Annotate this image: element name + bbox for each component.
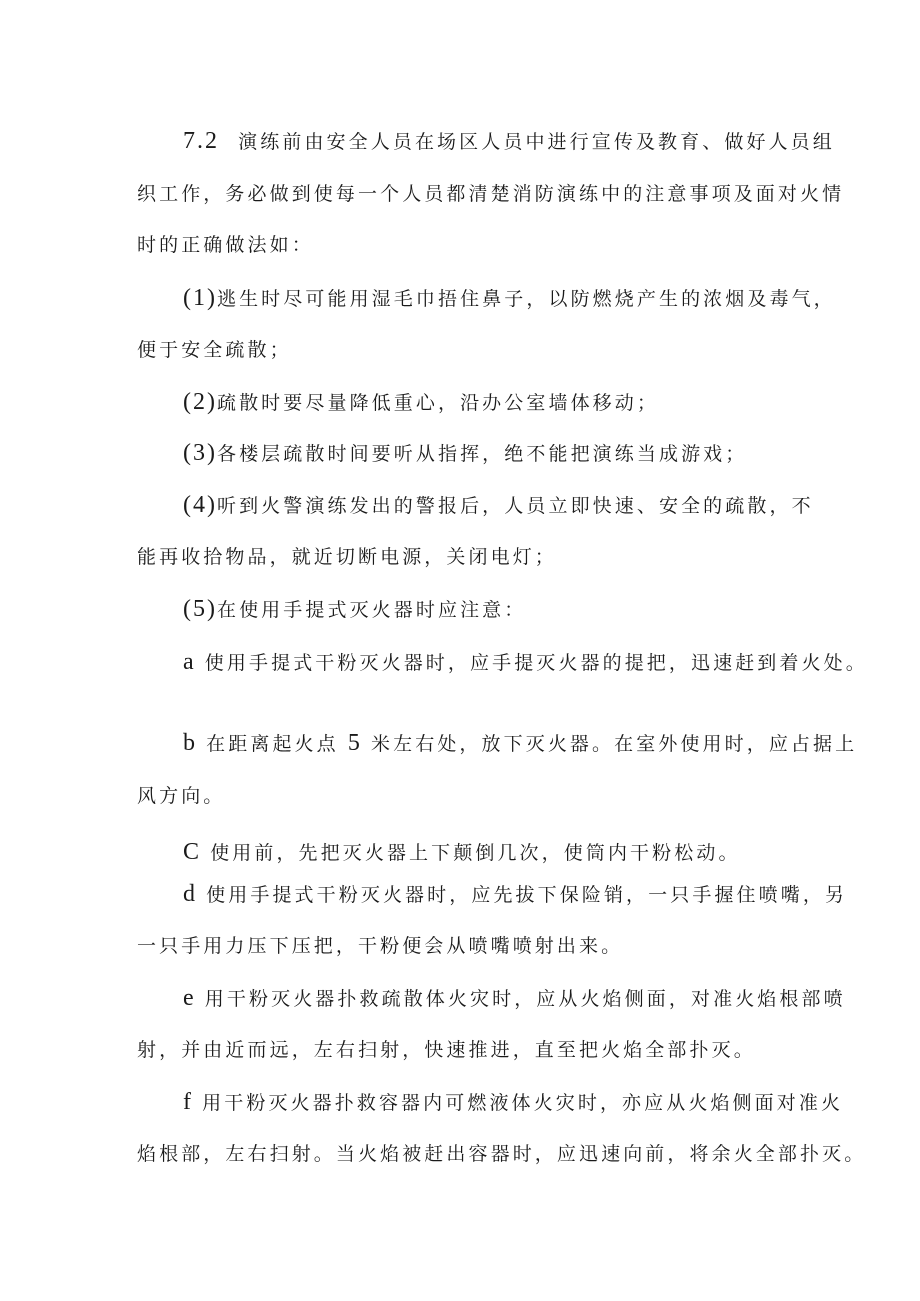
sub-item-d bbox=[183, 882, 847, 907]
intro-text-3: 时的正确做法如： bbox=[137, 234, 314, 256]
list-item-1 bbox=[183, 286, 836, 311]
item-marker: (5) bbox=[183, 596, 217, 622]
sub-text: 在距离起火点 bbox=[206, 733, 339, 755]
sub-item-b bbox=[183, 731, 857, 756]
sub-item-f-cont: 焰根部，左右扫射。当火焰被赶出容器时，应迅速向前，将余火全部扑灭。 bbox=[137, 1143, 867, 1165]
list-item-5 bbox=[183, 597, 526, 622]
sub-item-e bbox=[183, 986, 846, 1011]
sub-item-e-cont: 射，并由近而远，左右扫射，快速推进，直至把火焰全部扑灭。 bbox=[137, 1039, 756, 1061]
sub-text: 用干粉灭火器扑救疏散体火灾时，应从火焰侧面，对准火焰根部喷 bbox=[204, 988, 846, 1010]
item-text: 疏散时要尽量降低重心，沿办公室墙体移动； bbox=[216, 392, 659, 414]
item-marker: (1) bbox=[183, 285, 217, 311]
list-item-1-cont: 便于安全疏散； bbox=[137, 339, 292, 361]
list-item-3 bbox=[183, 441, 747, 466]
sub-item-d-cont: 一只手用力压下压把，干粉便会从喷嘴喷射出来。 bbox=[137, 935, 624, 957]
item-text: 各楼层疏散时间要听从指挥，绝不能把演练当成游戏； bbox=[216, 443, 748, 465]
list-item-4 bbox=[183, 493, 814, 518]
sub-marker: d bbox=[183, 881, 197, 907]
item-marker: (4) bbox=[183, 492, 217, 518]
sub-text: 使用手提式干粉灭火器时，应手提灭火器的提把，迅速赶到着火处。 bbox=[204, 652, 868, 674]
sub-text: 使用前，先把灭火器上下颠倒几次，使筒内干粉松动。 bbox=[210, 842, 741, 864]
sub-marker: f bbox=[183, 1089, 193, 1115]
sub-text: 使用手提式干粉灭火器时，应先拔下保险销，一只手握住喷嘴，另 bbox=[206, 884, 848, 906]
sub-text: 用干粉灭火器扑救容器内可燃液体火灾时，亦应从火焰侧面对准火 bbox=[202, 1092, 844, 1114]
item-text: 在使用手提式灭火器时应注意： bbox=[216, 599, 527, 621]
intro-text-2: 织工作，务必做到使每一个人员都清楚消防演练中的注意事项及面对火情 bbox=[137, 183, 845, 205]
item-marker: (3) bbox=[183, 440, 217, 466]
list-item-4-cont: 能再收拾物品，就近切断电源，关闭电灯； bbox=[137, 546, 557, 568]
sub-text: 米左右处，放下灭火器。在室外使用时，应占据上 bbox=[371, 733, 858, 755]
sub-marker: e bbox=[183, 985, 196, 1011]
item-text: 逃生时尽可能用湿毛巾捂住鼻子，以防燃烧产生的浓烟及毒气， bbox=[216, 288, 836, 310]
sub-item-c bbox=[183, 840, 741, 865]
sub-item-f bbox=[183, 1090, 843, 1115]
list-item-2 bbox=[183, 390, 659, 415]
sub-item-b-cont: 风方向。 bbox=[137, 785, 226, 807]
section-number: 7.2 bbox=[183, 128, 219, 154]
sub-marker: b bbox=[183, 730, 197, 756]
distance-number: 5 bbox=[347, 730, 362, 756]
sub-marker: C bbox=[183, 839, 202, 865]
sub-marker: a bbox=[183, 649, 196, 675]
item-marker: (2) bbox=[183, 389, 217, 415]
section-heading-line bbox=[183, 129, 835, 154]
intro-text-1: 演练前由安全人员在场区人员中进行宣传及教育、做好人员组 bbox=[238, 131, 835, 153]
sub-item-a bbox=[183, 650, 868, 675]
item-text: 听到火警演练发出的警报后，人员立即快速、安全的疏散，不 bbox=[216, 495, 814, 517]
